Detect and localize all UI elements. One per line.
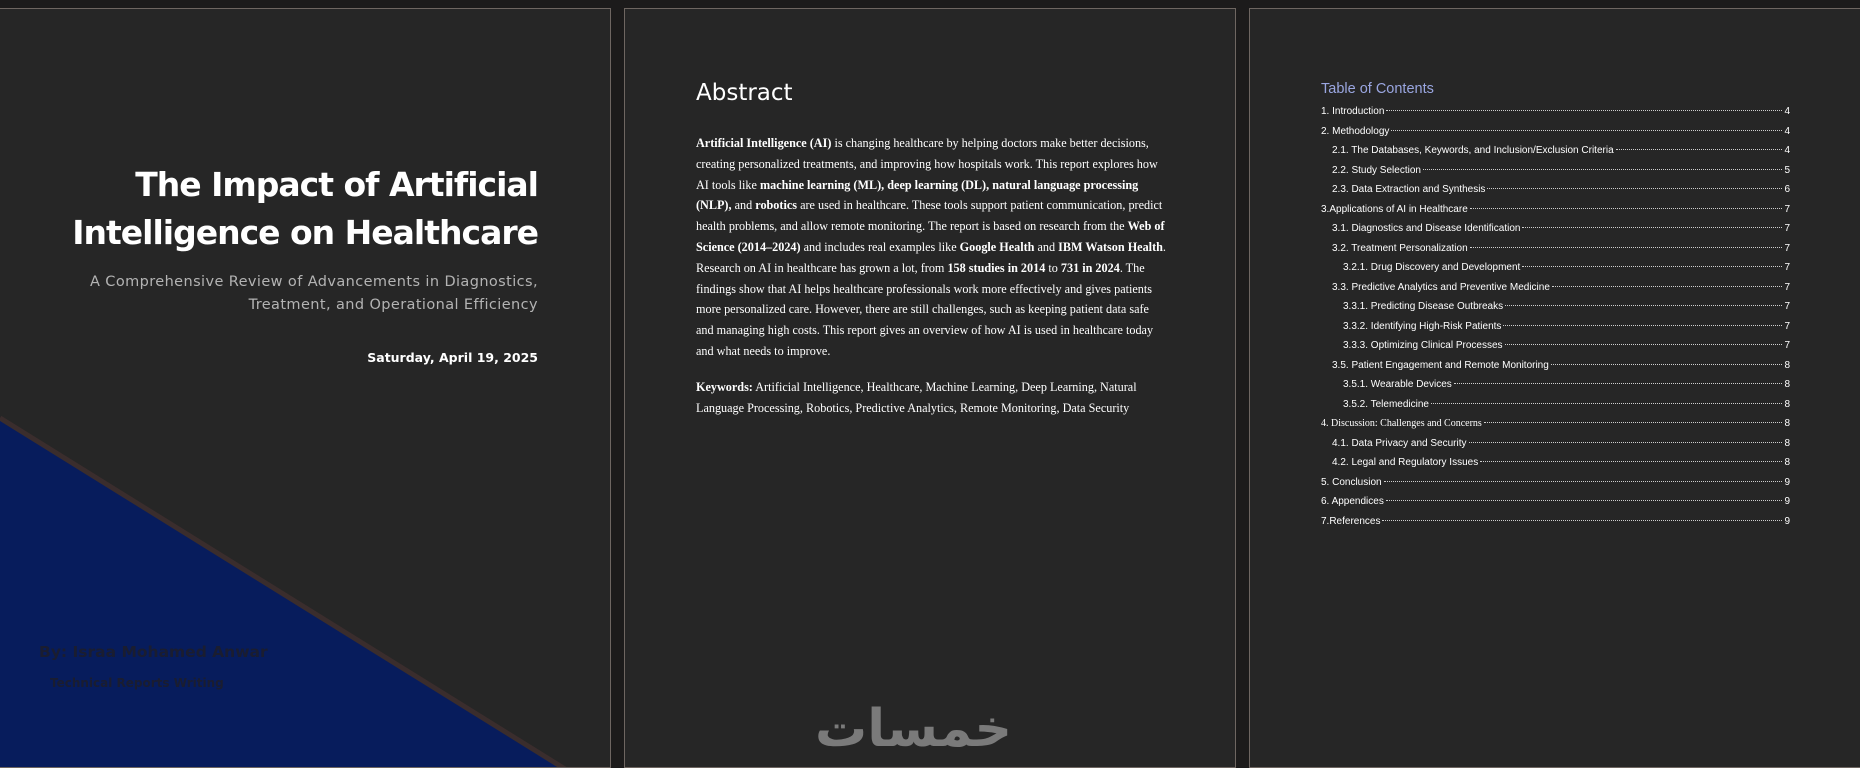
toc-dot-leader xyxy=(1616,149,1783,150)
abstract-text-run: to xyxy=(1045,260,1061,275)
cover-course: Technical Reports Writing xyxy=(50,676,224,690)
toc-page-number: 7 xyxy=(1784,320,1790,332)
toc-page-number: 7 xyxy=(1784,242,1790,254)
toc-entry-title: 2.1. The Databases, Keywords, and Inclusion/Exclusion Criteria xyxy=(1332,145,1614,156)
cover-subtitle: A Comprehensive Review of Advancements in Diagnostics, Treatment, and Operational Efficiency xyxy=(89,274,538,313)
toc-entry-title: 1. Introduction xyxy=(1321,106,1385,117)
cover-date: Saturday, April 19, 2025 xyxy=(367,350,538,365)
toc-page-number: 4 xyxy=(1784,145,1790,156)
toc-entry-title: 3.2. Treatment Personalization xyxy=(1332,242,1468,254)
toc-page xyxy=(1249,8,1860,768)
toc-entry-title: 5. Conclusion xyxy=(1321,476,1382,488)
toc-page-number: 8 xyxy=(1784,398,1790,410)
cover-page xyxy=(0,8,611,768)
toc-dot-leader xyxy=(1484,422,1783,423)
toc-entry[interactable] xyxy=(1321,106,1790,126)
toc-entry[interactable] xyxy=(1321,145,1790,165)
toc-dot-leader xyxy=(1470,247,1783,248)
toc-dot-leader xyxy=(1522,227,1782,228)
abstract-body xyxy=(696,133,1168,362)
toc-entry[interactable] xyxy=(1321,360,1790,380)
keywords-label: Keywords: xyxy=(696,380,753,394)
abstract-text-run: is changing healthcare by helping doctors make better decisions, creating personalized treatments, and improving how hospitals work. This report explores how AI tools like xyxy=(696,136,1158,192)
toc-dot-leader xyxy=(1487,188,1782,189)
abstract-text-run: and xyxy=(1034,239,1059,254)
toc-entry[interactable] xyxy=(1321,418,1790,438)
abstract-bold-run: robotics xyxy=(755,198,798,213)
toc-entry[interactable] xyxy=(1321,243,1790,263)
abstract-bold-run: Web of Science (2014–2024) xyxy=(696,219,1165,254)
toc-dot-leader xyxy=(1423,169,1782,170)
toc-entry-title: 4. Discussion: Challenges and Concerns xyxy=(1321,418,1482,429)
toc-entry-title: 3.5. Patient Engagement and Remote Monitoring xyxy=(1332,359,1549,371)
abstract-bold-run: 158 studies in 2014 xyxy=(947,260,1046,275)
toc-entry-title: 3.Applications of AI in Healthcare xyxy=(1321,203,1468,215)
toc-entry[interactable] xyxy=(1321,165,1790,185)
toc-page-number: 7 xyxy=(1784,203,1790,215)
toc-entry[interactable] xyxy=(1321,321,1790,341)
toc-page-number: 7 xyxy=(1784,223,1790,234)
toc-entry[interactable] xyxy=(1321,204,1790,224)
toc-entry-title: 7.References xyxy=(1321,515,1381,527)
toc-dot-leader xyxy=(1551,364,1783,365)
toc-page-number: 7 xyxy=(1784,262,1790,273)
keywords-text: Artificial Intelligence, Healthcare, Machine Learning, Deep Learning, Natural Language Processing, Robotics, Predictive Analytics, Remote Monitoring, Data Security xyxy=(696,380,1137,415)
toc-entry-title: 3.3. Predictive Analytics and Preventive Medicine xyxy=(1332,281,1550,293)
toc-dot-leader xyxy=(1470,208,1783,209)
toc-page-number: 4 xyxy=(1784,125,1790,137)
toc-entry[interactable] xyxy=(1321,516,1790,536)
abstract-bold-run: Artificial Intelligence (AI) xyxy=(696,136,832,150)
toc-dot-leader xyxy=(1522,266,1782,267)
abstract-heading: Abstract xyxy=(696,80,793,106)
abstract-text-run: . The findings show that AI helps healthcare professionals work more effectively and gives patients more personalized care. However, there are still challenges, such as keeping patient data safe and managing high costs. This report gives an overview of how AI is used in healthcare today and what needs to improve. xyxy=(696,260,1154,358)
cover-title: The Impact of Artificial Intelligence on Healthcare xyxy=(72,165,538,252)
abstract-bold-run: Google Health xyxy=(959,239,1035,254)
abstract-text-run: . Research on AI in healthcare has grown a lot, from xyxy=(696,239,1166,275)
toc-entry-title: 3.3.1. Predicting Disease Outbreaks xyxy=(1343,301,1504,312)
toc-entry[interactable] xyxy=(1321,184,1790,204)
toc-page-number: 4 xyxy=(1784,106,1790,117)
toc-entry[interactable] xyxy=(1321,262,1790,282)
toc-entry-title: 2.3. Data Extraction and Synthesis xyxy=(1332,184,1486,195)
abstract-text-run: and includes real examples like xyxy=(800,239,960,254)
toc-dot-leader xyxy=(1386,110,1782,111)
toc-entry[interactable] xyxy=(1321,340,1790,360)
abstract-text-run: and xyxy=(731,198,756,213)
toc-entry[interactable] xyxy=(1321,223,1790,243)
toc-entry-title: 4.1. Data Privacy and Security xyxy=(1332,437,1467,449)
toc-page-number: 8 xyxy=(1784,379,1790,390)
toc-dot-leader xyxy=(1431,403,1782,404)
abstract-keywords xyxy=(696,377,1168,419)
toc-page-number: 9 xyxy=(1784,476,1790,488)
toc-entry[interactable] xyxy=(1321,126,1790,146)
toc-entry[interactable] xyxy=(1321,282,1790,302)
toc-entry-title: 2. Methodology xyxy=(1321,125,1390,137)
toc-heading: Table of Contents xyxy=(1321,81,1434,97)
toc-page-number: 8 xyxy=(1784,359,1790,371)
toc-page-number: 7 xyxy=(1784,301,1790,312)
toc-dot-leader xyxy=(1469,442,1783,443)
toc-entry[interactable] xyxy=(1321,301,1790,321)
abstract-text-run: are used in healthcare. These tools support patient communication, predict health problems, and allow remote monitoring. The report is based on research from the xyxy=(696,198,1163,234)
toc-entry-title: 4.2. Legal and Regulatory Issues xyxy=(1332,457,1479,468)
toc-entry-title: 3.3.2. Identifying High-Risk Patients xyxy=(1343,320,1502,332)
toc-entry-title: 6. Appendices xyxy=(1321,496,1384,507)
toc-entry[interactable] xyxy=(1321,477,1790,497)
toc-dot-leader xyxy=(1503,325,1782,326)
toc-dot-leader xyxy=(1382,520,1782,521)
toc-entry-title: 2.2. Study Selection xyxy=(1332,164,1421,176)
abstract-bold-run: machine learning (ML), deep learning (DL), natural language processing (NLP), xyxy=(696,177,1139,213)
toc-page-number: 7 xyxy=(1784,281,1790,293)
toc-page-number: 8 xyxy=(1784,418,1790,429)
toc-entry[interactable] xyxy=(1321,399,1790,419)
abstract-page xyxy=(624,8,1236,768)
toc-entry-title: 3.5.1. Wearable Devices xyxy=(1343,379,1452,390)
toc-dot-leader xyxy=(1384,481,1783,482)
toc-entry[interactable] xyxy=(1321,438,1790,458)
abstract-bold-run: 731 in 2024 xyxy=(1060,260,1120,275)
toc-page-number: 9 xyxy=(1784,515,1790,527)
toc-entry-title: 3.1. Diagnostics and Disease Identification xyxy=(1332,223,1521,234)
toc-entry-title: 3.3.3. Optimizing Clinical Processes xyxy=(1343,340,1503,351)
toc-list xyxy=(1321,106,1790,535)
toc-dot-leader xyxy=(1480,461,1782,462)
abstract-bold-run: IBM Watson Health xyxy=(1058,239,1163,254)
toc-dot-leader xyxy=(1386,500,1783,501)
toc-entry[interactable] xyxy=(1321,379,1790,399)
toc-dot-leader xyxy=(1552,286,1783,287)
toc-dot-leader xyxy=(1454,383,1783,384)
toc-dot-leader xyxy=(1505,344,1783,345)
toc-entry[interactable] xyxy=(1321,457,1790,477)
cover-author: By: Israa Mohamed Anwar xyxy=(39,643,268,661)
toc-page-number: 5 xyxy=(1784,164,1790,176)
toc-page-number: 7 xyxy=(1784,340,1790,351)
toc-entry-title: 3.5.2. Telemedicine xyxy=(1343,398,1429,410)
toc-dot-leader xyxy=(1391,130,1782,131)
toc-page-number: 8 xyxy=(1784,457,1790,468)
toc-page-number: 6 xyxy=(1784,184,1790,195)
toc-page-number: 9 xyxy=(1784,496,1790,507)
toc-page-number: 8 xyxy=(1784,437,1790,449)
khamsat-watermark-logo: خمسات xyxy=(815,699,1013,759)
toc-entry[interactable] xyxy=(1321,496,1790,516)
toc-entry-title: 3.2.1. Drug Discovery and Development xyxy=(1343,262,1521,273)
toc-dot-leader xyxy=(1505,305,1782,306)
